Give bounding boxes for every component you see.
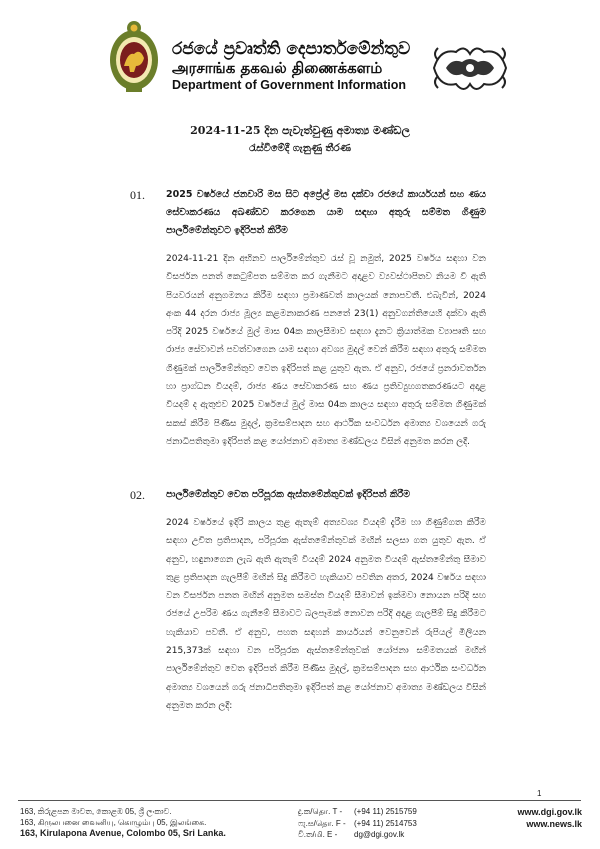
item-number: 02. xyxy=(130,488,145,502)
footer-address xyxy=(20,806,226,839)
email-label: වි.ත/மி. E - xyxy=(298,830,338,839)
department-name xyxy=(172,40,410,93)
email-address[interactable]: dg@dgi.gov.lk xyxy=(354,830,405,839)
website-link-news[interactable]: www.news.lk xyxy=(526,819,582,829)
fax-number: (+94 11) 2514753 xyxy=(354,818,417,828)
website-link-dgi[interactable]: www.dgi.gov.lk xyxy=(517,807,582,817)
address-tamil: 163, கிருலபனை வைனியு, கொழும்பு 05, இலங்கை. xyxy=(20,818,207,827)
sri-lanka-emblem-icon xyxy=(108,20,160,94)
document-title-line-1: 2024-11-25 දින පැවැත්වුණු අමාත්‍ය මණ්ඩල xyxy=(190,124,410,137)
fax-row xyxy=(298,818,417,830)
fax-label: ෆැ.ස/தொ. F - xyxy=(298,818,346,828)
footer-websites xyxy=(500,806,582,830)
telephone-label: දු.ක/தொ. T - xyxy=(298,807,343,816)
item-heading: පාර්ලිමේන්තුව වෙත පරිපූරක ඇස්තමේන්තුවක් ඉදිරිපත් කිරීම xyxy=(166,489,411,500)
department-name-tamil: அரசாங்க தகவல் திணைக்களம் xyxy=(172,59,383,77)
document-title-line-2: රැස්වීමේදී ගැනුණු තීරණ xyxy=(249,143,351,154)
email-row xyxy=(298,829,417,841)
item-heading: 2025 වර්ෂයේ ජනවාරි මස සිට අප්‍රේල් මස දක්වා රජයේ කාර්යයන් සහ ණය සේවාකරණය අඛණ්ඩව කරගෙන යාම සඳහා අතුරු සම්මත ගිණුම පාර්ලිමේන්තුවට ඉදිරිපත් කිරීම xyxy=(166,189,486,236)
page-number: 1 xyxy=(537,789,542,798)
item-number: 01. xyxy=(130,188,145,202)
footer-contacts xyxy=(298,806,417,841)
telephone-number: (+94 11) 2515759 xyxy=(354,807,417,816)
address-english: 163, Kirulapona Avenue, Colombo 05, Sri Lanka. xyxy=(20,828,226,838)
footer-divider xyxy=(18,800,581,801)
letterhead xyxy=(0,0,600,110)
department-name-sinhala: රජයේ ප්‍රවෘත්ති දෙපාර්තමේන්තුව xyxy=(172,39,411,59)
telephone-row xyxy=(298,806,417,818)
department-name-english: Department of Government Information xyxy=(172,78,407,92)
item-body: 2024-11-21 දින අභිනව පාර්ලිමේන්තුව රැස් වූ නමුත්, 2025 වර්ෂය සඳහා වන විසර්ජන පනත් කෙටුම්පත සම්මත කර ගැනීමට අදාළව ව්‍යවස්ථාපිතව නියම වී ඇති පියවරයන් අනුගමනය කිරීම සඳහා ප්‍රමාණවත් කාලයක් නොපවතී. එබැවින්, 2024 අංක 44 දරන රාජ්‍ය මූල්‍ය කළමනාකරණ පනතේ 23(1) අනුවගන්තියෙහි දක්වා ඇති පරිදි 2025 වර්ෂයේ මුල් මාස 04ක කාලසීමාව සඳහා දැනට ක්‍රියාත්මක ව්‍යාපෘති සහ රාජ්‍ය සේවාවන් පවත්වාගෙන යාම සඳහා අවශ්‍ය මුදල් වෙන් කිරීම සඳහා අතුරු සම්මත ගිණුමක් පාර්ලිමේන්තුව වෙත ඉදිරිපත් කළ යුතුව ඇත. ඒ අනුව, රජයේ ප්‍රනරාවර්තන හා ප්‍රාග්ධන වියදම්, රාජ්‍ය ණය සේවාකරණ සහ ණය ප්‍රතිව්‍යුහගතකරණයට අදාළ වියදම් ද ඇතුළුව 2025 වර්ෂයේ මුල් මාස 04ක කාලය සඳහා අතුරු සම්මත ගිණුමක් සකස් කිරීම පිණිස මුදල්, ක්‍රමසම්පාදන සහ ආර්ථික සංවර්ධන අමාත්‍ය වශයෙන් ගරු ජනාධිපතිතුමා ඉදිරිපත් කළ යෝජනාව අමාත්‍ය මණ්ඩලය විසින් අනුමත කරන ලදී. xyxy=(166,254,487,447)
lion-ornament-icon xyxy=(430,40,510,96)
item-body: 2024 වර්ෂයේ ඉදිරි කාලය තුළ ඇතැම් අත්‍යවශ්‍ය වියදම් දැරීම හා ගිණුම්ගත කිරීම සඳහා උචිත ප්‍රතිපාදන, පරිපූරක ඇස්තමේන්තුවක් මඟින් සලසා ගත යුතුව ඇත. ඒ අනුව, හඳුනාගෙන ලැබ ඇති ඇතැම් වියදම් 2024 අනුමත වියදම් ඇස්තමේන්තු සීමාව තුළ ප්‍රතිපාදන ගැලපීම් මඟින් සිදු කිරීමට හැකියාව පවතින අතර, 2024 වර්ෂය සඳහා වන විසර්ජන පනත මඟින් අනුමත සමස්ත වියදම් සීමාවන් ඉක්මවා නොයන පරිදි සහ රජයේ උපරිම ණය ගැනීමේ සීමාවට බලපෑමක් නොවන පරිදි අදාළ ගැලපීම් සිදු කිරීමට හැකියාව පවතී. ඒ අනුව, පහත සඳහන් කාර්යයන් වෙනුවෙන් රුපියල් මිලියන 215,373ක් සඳහා වන පරිපූරක ඇස්තමේන්තුවක් යෝජනා සම්මතයක් මඟින් පාර්ලිමේන්තුව වෙත ඉදිරිපත් කිරීම පිණිස මුදල්, ක්‍රමසම්පාදන සහ ආර්ථික සංවර්ධන අමාත්‍ය වශයෙන් ගරු ජනාධිපතිතුමා ඉදිරිපත් කළ යෝජනාව අමාත්‍ය මණ්ඩලය විසින් අනුමත කරන ලදී: xyxy=(166,518,486,711)
address-sinhala: 163, කිරුළපන මාවත, කොළඹ 05, ශ්‍රී ලංකාව. xyxy=(20,807,172,816)
